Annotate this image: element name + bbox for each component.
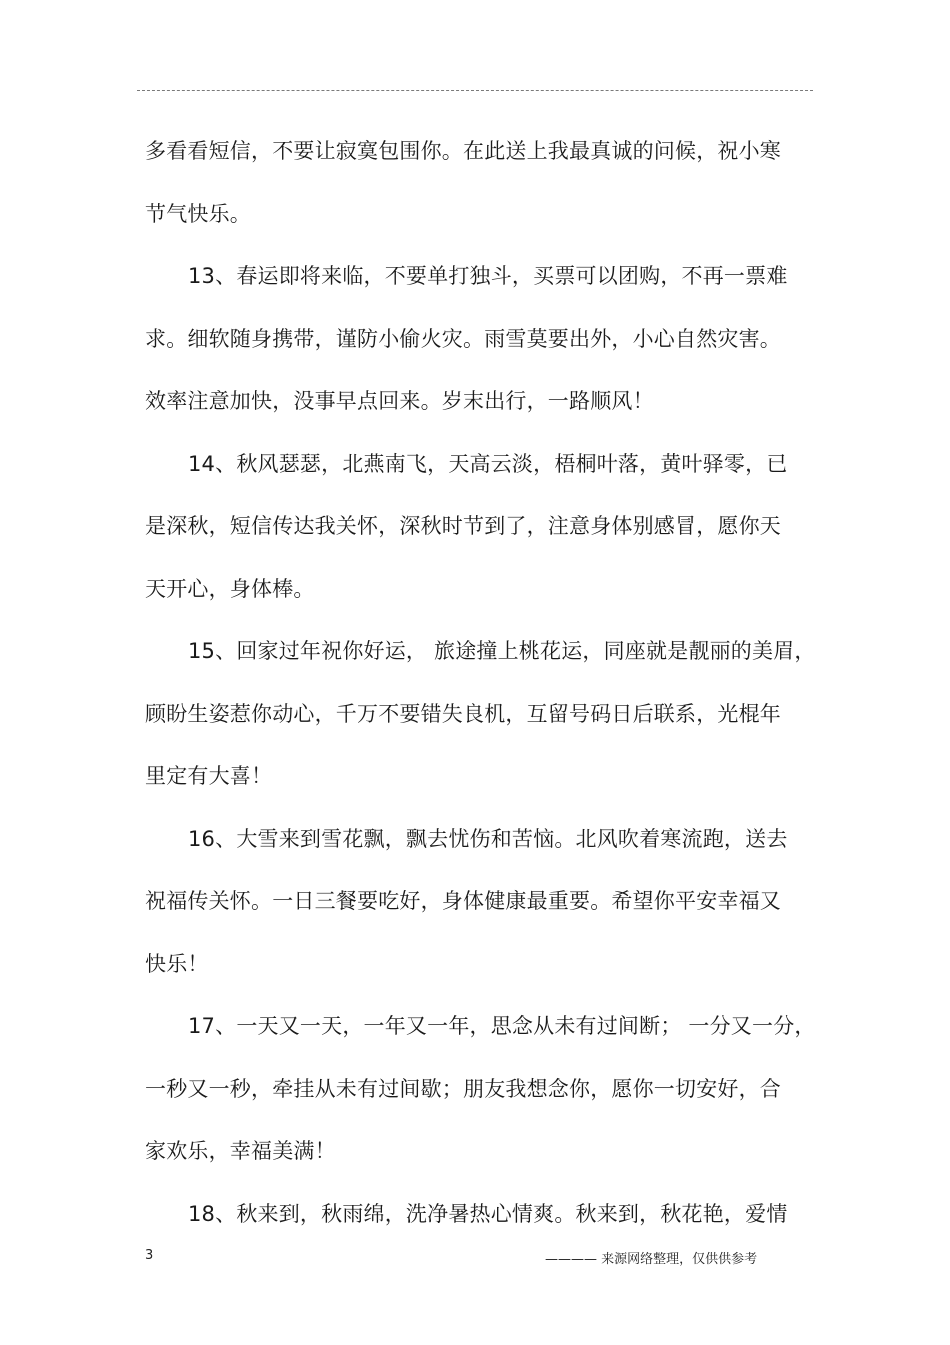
text-line: 是深秋，短信传达我关怀，深秋时节到了，注意身体别感冒，愿你天 bbox=[145, 514, 781, 538]
text-line: 一秒又一秒，牵挂从未有过间歇；朋友我想念你，愿你一切安好，合 bbox=[145, 1076, 781, 1101]
source-note: ———— 来源网络整理，仅供供参考 bbox=[545, 1252, 758, 1267]
text-line: 顾盼生姿惹你动心，千万不要错失良机，互留号码日后联系，光棍年 bbox=[145, 701, 781, 726]
text-line: 祝福传关怀。一日三餐要吃好，身体健康最重要。希望你平安幸福又 bbox=[145, 889, 781, 913]
text-line: 15、回家过年祝你好运， 旅途撞上桃花运，同座就是靓丽的美眉， bbox=[188, 639, 816, 663]
page-number: 3 bbox=[145, 1248, 154, 1263]
text-line: 里定有大喜！ bbox=[145, 764, 273, 788]
text-line: 13、春运即将来临，不要单打独斗，买票可以团购，不再一票难 bbox=[188, 264, 788, 288]
text-line: 18、秋来到，秋雨绵，洗净暑热心情爽。秋来到，秋花艳，爱情 bbox=[188, 1201, 788, 1226]
text-line: 快乐！ bbox=[145, 951, 209, 976]
text-line: 家欢乐，幸福美满！ bbox=[145, 1139, 336, 1163]
text-line: 多看看短信，不要让寂寞包围你。在此送上我最真诚的问候，祝小寒 bbox=[145, 139, 781, 163]
text-line: 16、大雪来到雪花飘，飘去忧伤和苦恼。北风吹着寒流跑，送去 bbox=[188, 826, 788, 851]
text-line: 天开心，身体棒。 bbox=[145, 576, 315, 601]
text-line: 效率注意加快，没事早点回来。岁末出行，一路顺风！ bbox=[145, 389, 654, 413]
text-line: 14、秋风瑟瑟，北燕南飞，天高云淡，梧桐叶落，黄叶驿零，已 bbox=[188, 451, 788, 476]
text-line: 节气快乐。 bbox=[145, 201, 251, 226]
text-line: 17、一天又一天，一年又一年，思念从未有过间断； 一分又一分， bbox=[188, 1014, 816, 1038]
document-body bbox=[145, 120, 816, 1245]
header-divider bbox=[137, 90, 813, 91]
text-line: 求。细软随身携带，谨防小偷火灾。雨雪莫要出外，小心自然灾害。 bbox=[145, 326, 781, 351]
